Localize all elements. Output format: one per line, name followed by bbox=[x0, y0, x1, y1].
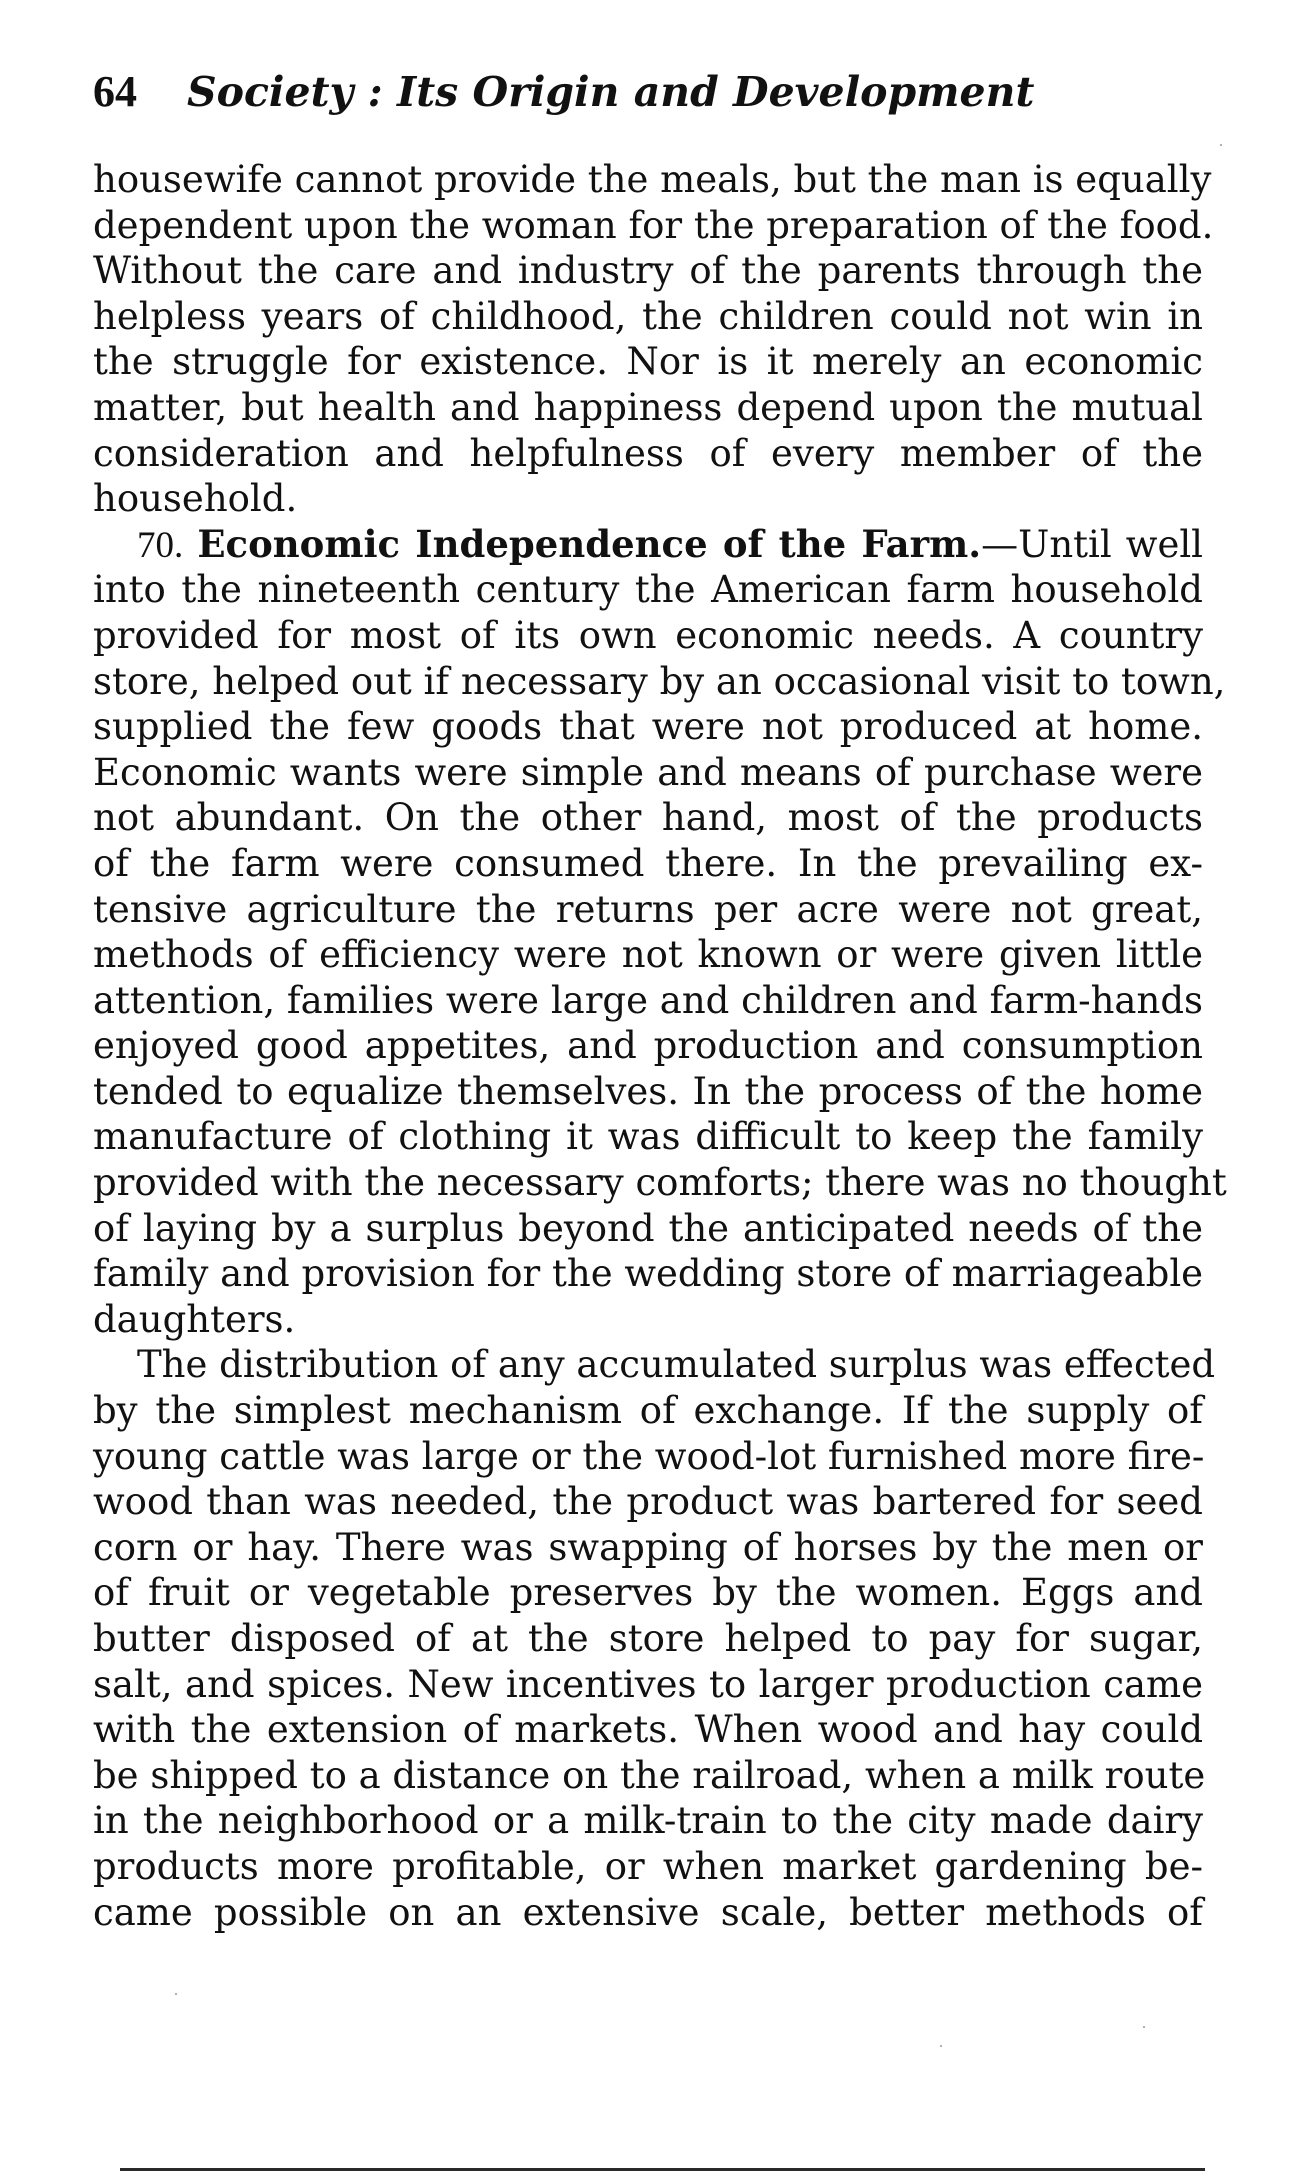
text-line: came possible on an extensive scale, better methods of bbox=[93, 1890, 1203, 1934]
text-line: Economic wants were simple and means of purchase were bbox=[93, 750, 1203, 794]
text-line: methods of efficiency were not known or were given little bbox=[93, 933, 1203, 977]
scan-speck bbox=[175, 1993, 177, 1995]
text-line: into the nineteenth century the American farm household bbox=[93, 568, 1203, 612]
text-line: of fruit or vegetable preserves by the women. Eggs and bbox=[93, 1571, 1203, 1615]
text-line: enjoyed good appetites, and production and consumption bbox=[93, 1024, 1203, 1068]
text-line: of the farm were consumed there. In the prevailing ex- bbox=[93, 841, 1203, 885]
text-line: wood than was needed, the product was bartered for seed bbox=[93, 1480, 1203, 1524]
text-line: Without the care and industry of the parents through the bbox=[93, 249, 1203, 293]
text-line: the struggle for existence. Nor is it merely an economic bbox=[93, 340, 1203, 384]
text-line: be shipped to a distance on the railroad, when a milk route bbox=[93, 1753, 1206, 1797]
section-lead-in: —Until well bbox=[981, 522, 1204, 566]
text-line: butter disposed of at the store helped to pay for sugar, bbox=[93, 1617, 1203, 1660]
scan-speck bbox=[940, 2045, 942, 2047]
text-line: not abundant. On the other hand, most of the products bbox=[93, 796, 1203, 840]
text-line: household. bbox=[93, 477, 298, 521]
text-line: tended to equalize themselves. In the process of the home bbox=[93, 1069, 1203, 1113]
text-line: matter, but health and happiness depend upon the mutual bbox=[93, 385, 1203, 429]
text-line: attention, families were large and children and farm-hands bbox=[93, 978, 1203, 1022]
text-line: The distribution of any accumulated surplus was effected bbox=[137, 1343, 1216, 1387]
text-line: family and provision for the wedding store of marriageable bbox=[93, 1252, 1204, 1296]
text-line: dependent upon the woman for the preparation of the food. bbox=[93, 203, 1214, 247]
text-line: store, helped out if necessary by an occasional visit to town, bbox=[93, 659, 1226, 703]
text-line: provided for most of its own economic needs. A country bbox=[93, 613, 1203, 657]
bottom-rule bbox=[120, 2168, 1205, 2171]
text-line: manufacture of clothing it was difficult to keep the family bbox=[93, 1115, 1203, 1159]
text-line: helpless years of childhood, the children could not win in bbox=[93, 294, 1203, 338]
text-line: by the simplest mechanism of exchange. If the supply of bbox=[93, 1389, 1203, 1433]
text-line: housewife cannot provide the meals, but the man is equally bbox=[93, 158, 1212, 201]
page-number: 64 bbox=[93, 67, 137, 116]
text-line: tensive agriculture the returns per acre were not great, bbox=[93, 887, 1203, 931]
text-line: products more profitable, or when market gardening be- bbox=[93, 1844, 1203, 1888]
text-line: in the neighborhood or a milk-train to the city made dairy bbox=[93, 1799, 1203, 1843]
text-line: of laying by a surplus beyond the anticipated needs of the bbox=[93, 1206, 1203, 1250]
text-line: daughters. bbox=[93, 1297, 296, 1341]
section-heading-line bbox=[93, 522, 1203, 568]
text-line: supplied the few goods that were not produced at home. bbox=[93, 705, 1203, 749]
body-text bbox=[93, 157, 1227, 1935]
running-title: Society : Its Origin and Development bbox=[187, 68, 1035, 116]
text-line: provided with the necessary comforts; there was no thought bbox=[93, 1161, 1227, 1205]
running-head bbox=[93, 62, 1203, 122]
text-line: with the extension of markets. When wood and hay could bbox=[93, 1708, 1203, 1752]
text-line: young cattle was large or the wood-lot furnished more fire- bbox=[93, 1434, 1205, 1478]
text-line: salt, and spices. New incentives to larger production came bbox=[93, 1662, 1203, 1706]
text-line: corn or hay. There was swapping of horses by the men or bbox=[93, 1525, 1203, 1569]
section-heading: Economic Independence of the Farm. bbox=[197, 521, 982, 566]
text-line: consideration and helpfulness of every member of the bbox=[93, 431, 1203, 475]
scan-speck bbox=[1143, 2026, 1145, 2028]
section-number: 70. bbox=[137, 524, 184, 566]
scan-speck bbox=[1220, 144, 1222, 146]
